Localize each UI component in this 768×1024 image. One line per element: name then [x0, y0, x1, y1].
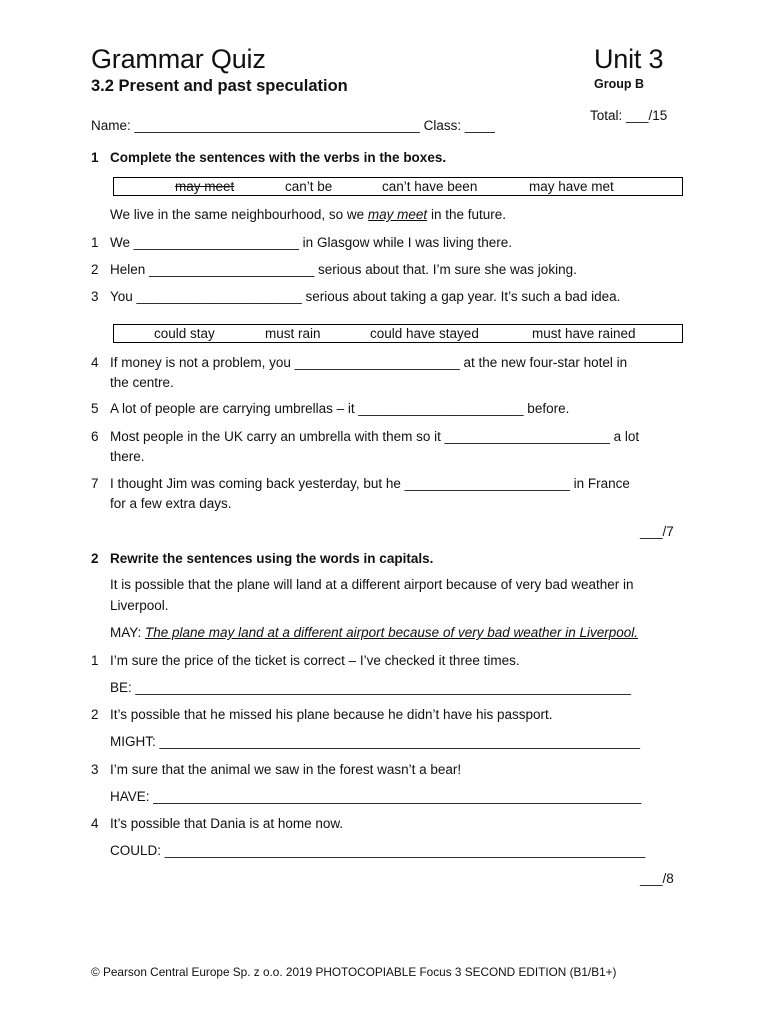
example-answer: may meet — [367, 207, 428, 222]
example-sentence: It is possible that the plane will land at a different airport because of very bad weather in — [110, 577, 634, 592]
word-box-item: must rain — [265, 326, 321, 341]
question-text: Most people in the UK carry an umbrella with them so it ______________________ a lot — [110, 429, 640, 444]
question-text: I’m sure the price of the ticket is correct – I’ve checked it three times. — [110, 653, 520, 668]
question-text-cont: for a few extra days. — [110, 496, 232, 511]
unit-label: Unit 3 — [594, 44, 664, 74]
word-box-item: may have met — [529, 179, 614, 194]
word-box-item: can’t have been — [382, 179, 478, 194]
answer-line: COULD: ________________________________________________________________ — [110, 843, 646, 858]
item-number: 3 — [91, 289, 99, 304]
item-number: 7 — [91, 476, 99, 491]
item-number: 5 — [91, 401, 99, 416]
question-text: If money is not a problem, you ______________________ at the new four-star hotel in — [110, 355, 628, 370]
question-text-cont: there. — [110, 449, 145, 464]
example-sentence: We live in the same neighbourhood, so we may meet in the future. — [110, 207, 506, 222]
section1-number: 1 — [91, 150, 99, 165]
item-number: 4 — [91, 355, 99, 370]
copyright-footer: © Pearson Central Europe Sp. z o.o. 2019 PHOTOCOPIABLE Focus 3 SECOND EDITION (B1/B1+) — [91, 965, 617, 979]
question-text: I’m sure that the animal we saw in the forest wasn’t a bear! — [110, 762, 462, 777]
answer-line: BE: __________________________________________________________________ — [110, 680, 632, 695]
item-number: 2 — [91, 707, 99, 722]
example-rewrite: MAY: The plane may land at a different airport because of very bad weather in Liverpool. — [110, 625, 639, 640]
answer-line: HAVE: _________________________________________________________________ — [110, 789, 642, 804]
item-number: 1 — [91, 235, 99, 250]
section2-number: 2 — [91, 551, 99, 566]
question-text: It’s possible that he missed his plane because he didn’t have his passport. — [110, 707, 553, 722]
item-number: 6 — [91, 429, 99, 444]
item-number: 3 — [91, 762, 99, 777]
word-box-item: could have stayed — [370, 326, 479, 341]
question-text: I thought Jim was coming back yesterday, but he ______________________ in France — [110, 476, 630, 491]
section2-instruction: Rewrite the sentences using the words in capitals. — [110, 551, 434, 566]
word-box-item: could stay — [154, 326, 215, 341]
item-number: 2 — [91, 262, 99, 277]
word-box-item: may meet — [175, 179, 235, 194]
word-box-1 — [113, 177, 683, 196]
question-text: Helen ______________________ serious about that. I’m sure she was joking. — [110, 262, 577, 277]
section1-score: ___/7 — [640, 524, 674, 539]
answer-line: MIGHT: ________________________________________________________________ — [110, 734, 641, 749]
section2-score: ___/8 — [640, 871, 674, 886]
question-text: We ______________________ in Glasgow while I was living there. — [110, 235, 513, 250]
quiz-title: Grammar Quiz — [91, 44, 266, 74]
group-label: Group B — [594, 77, 644, 91]
name-class-line: Name: ______________________________________ Class: ____ — [91, 118, 495, 133]
quiz-subtitle: 3.2 Present and past speculation — [91, 77, 348, 95]
total-score: Total: ___/15 — [590, 108, 668, 123]
word-box-2 — [113, 324, 683, 343]
question-text: You ______________________ serious about taking a gap year. It’s such a bad idea. — [110, 289, 621, 304]
word-box-item: must have rained — [532, 326, 636, 341]
example-sentence-cont: Liverpool. — [110, 598, 169, 613]
question-text: A lot of people are carrying umbrellas – it ______________________ before. — [110, 401, 570, 416]
section1-instruction: Complete the sentences with the verbs in the boxes. — [110, 150, 447, 165]
word-box-item: can’t be — [285, 179, 333, 194]
question-text: It’s possible that Dania is at home now. — [110, 816, 344, 831]
item-number: 4 — [91, 816, 99, 831]
example-answer: The plane may land at a different airport because of very bad weather in Liverpool. — [145, 625, 639, 640]
question-text-cont: the centre. — [110, 375, 174, 390]
item-number: 1 — [91, 653, 99, 668]
